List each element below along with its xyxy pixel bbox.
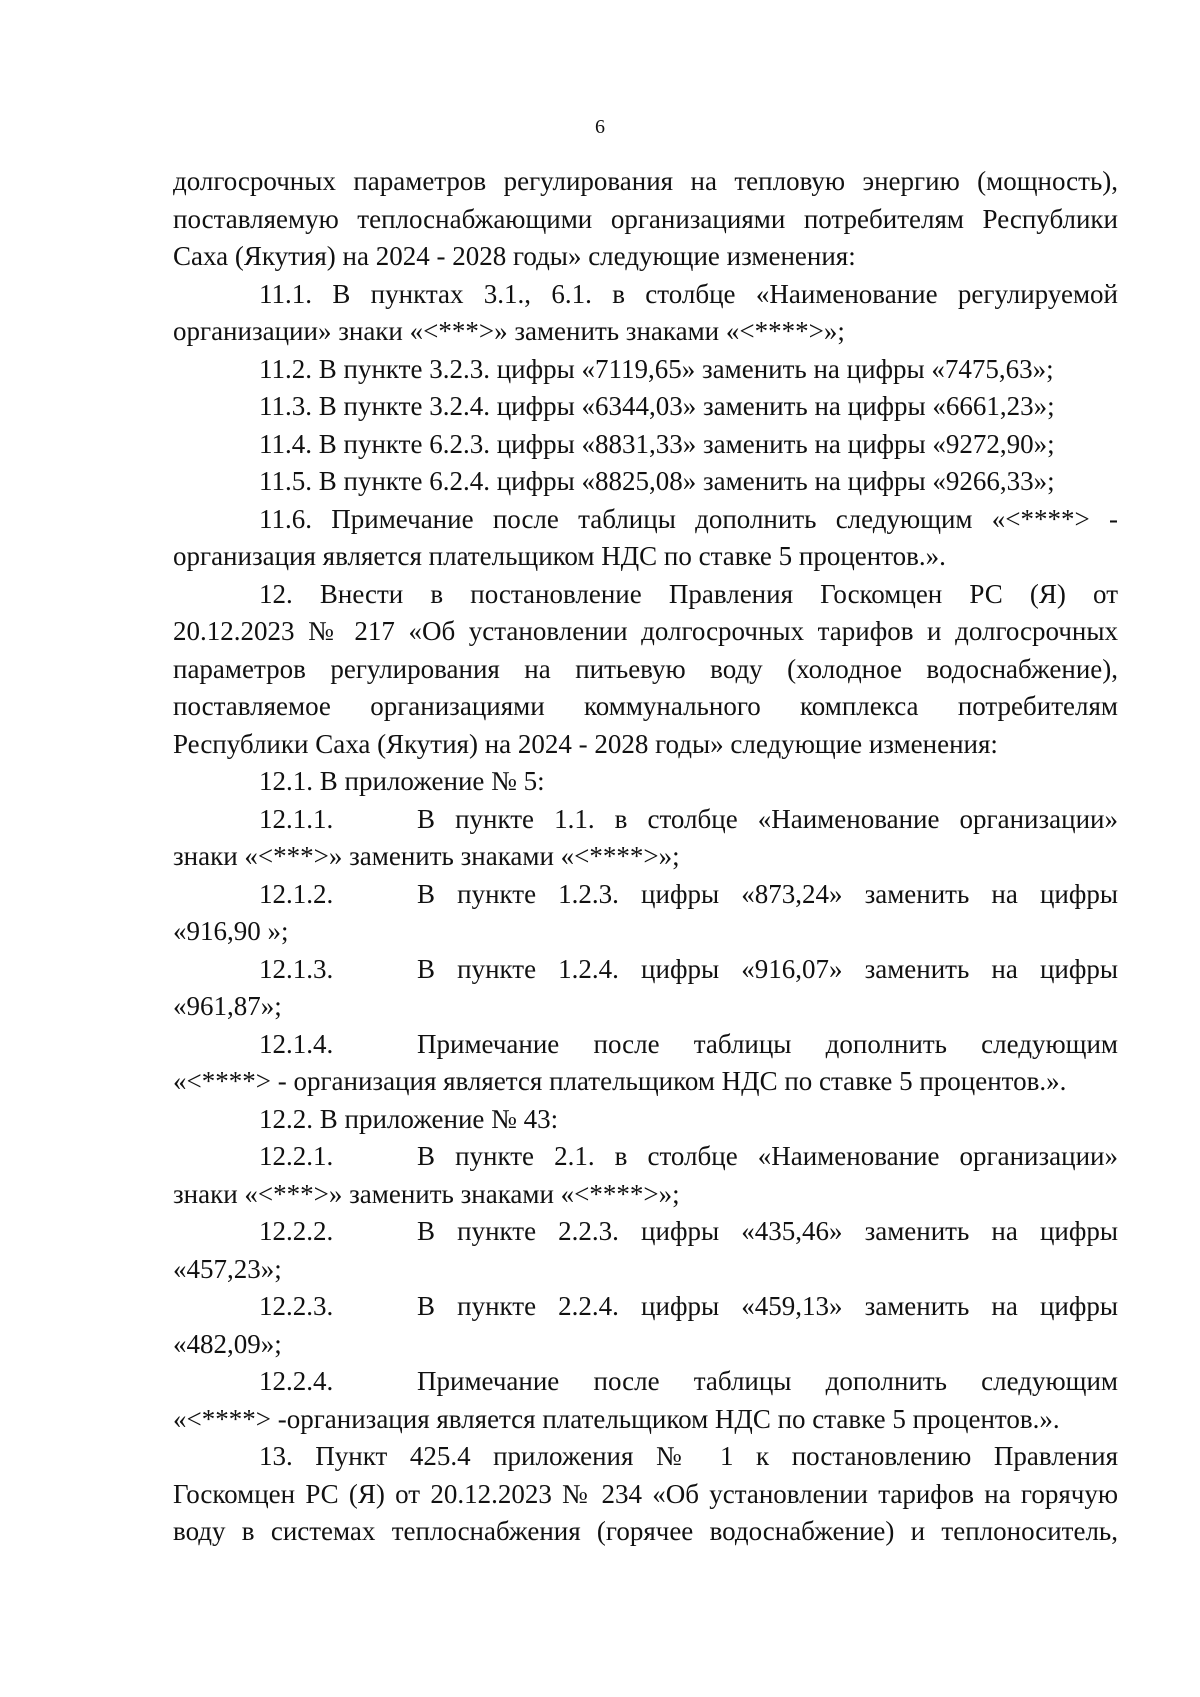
text-line: «457,23»; [173,1253,282,1284]
text-line: 11.6. Примечание после таблицы дополнить следующим «<****> - [259,503,1118,534]
text-line: Саха (Якутия) на 2024 - 2028 годы» следующие изменения: [173,241,856,271]
text-line: знаки «<***>» заменить знаками «<****>»; [173,841,680,871]
paragraph-12-2-1 [173,1138,1118,1213]
paragraph-11-3: 11.3. В пункте 3.2.4. цифры «6344,03» заменить на цифры «6661,23»; [259,391,1055,421]
paragraph-11-2: 11.2. В пункте 3.2.3. цифры «7119,65» заменить на цифры «7475,63»; [259,353,1054,384]
page-number: 6 [595,116,605,138]
item-number: 12.1.2. [259,878,334,909]
text-line: Примечание после таблицы дополнить следующим [417,1028,1118,1059]
document-body [173,163,1118,1551]
paragraph-12-1-1 [173,801,1118,876]
item-number: 12.1.1. [259,803,334,834]
text-line: знаки «<***>» заменить знаками «<****>»; [173,1178,680,1209]
text-line: В пункте 2.2.3. цифры «435,46» заменить на цифры [417,1216,1118,1246]
text-line: «961,87»; [173,991,282,1021]
text-line: поставляемую теплоснабжающими организациями потребителям Республики [173,203,1118,234]
text-line: В пункте 1.2.4. цифры «916,07» заменить на цифры [417,953,1118,984]
paragraph-12-1: 12.1. В приложение № 5: [259,766,545,796]
paragraph-11-4: 11.4. В пункте 6.2.3. цифры «8831,33» заменить на цифры «9272,90»; [259,428,1055,459]
text-line: В пункте 1.2.3. цифры «873,24» заменить на цифры [417,878,1118,909]
text-line: «<****> - организация является плательщиком НДС по ставке 5 процентов.». [173,1066,1067,1096]
text-line: Госкомцен РС (Я) от 20.12.2023 № 234 «Об установлении тарифов на горячую [173,1478,1118,1509]
paragraph-12-2-2 [173,1213,1118,1288]
text-line: Примечание после таблицы дополнить следующим [417,1366,1118,1396]
item-number: 12.1.3. [259,953,334,984]
text-line: 20.12.2023 № 217 «Об установлении долгосрочных тарифов и долгосрочных [173,616,1118,646]
text-line: Республики Саха (Якутия) на 2024 - 2028 годы» следующие изменения: [173,728,998,759]
paragraph-12-1-4 [173,1026,1118,1101]
text-line: воду в системах теплоснабжения (горячее водоснабжение) и теплоноситель, [173,1516,1118,1546]
item-number: 12.2.4. [259,1366,334,1396]
text-line: долгосрочных параметров регулирования на тепловую энергию (мощность), [173,166,1118,196]
text-line: В пункте 2.1. в столбце «Наименование организации» [417,1141,1118,1171]
text-line: «482,09»; [173,1328,282,1359]
paragraph-11-1 [173,276,1118,351]
paragraph-intro [173,163,1118,276]
text-line: организация является плательщиком НДС по ставке 5 процентов.». [173,541,946,571]
text-line: параметров регулирования на питьевую воду (холодное водоснабжение), [173,653,1118,684]
paragraph-12-2-4 [173,1363,1118,1438]
item-number: 12.2.3. [259,1291,334,1321]
text-line: «<****> -организация является плательщиком НДС по ставке 5 процентов.». [173,1403,1060,1434]
text-line: поставляемое организациями коммунального комплекса потребителям [173,691,1118,721]
text-line: организации» знаки «<***>» заменить знаками «<****>»; [173,316,845,346]
text-line: «916,90 »; [173,916,289,946]
paragraph-12-2: 12.2. В приложение № 43: [259,1103,559,1134]
item-number: 12.2.2. [259,1216,334,1246]
text-line: 11.1. В пунктах 3.1., 6.1. в столбце «Наименование регулируемой [259,278,1118,309]
paragraph-12-2-3 [173,1288,1118,1363]
text-line: В пункте 1.1. в столбце «Наименование организации» [417,803,1118,834]
paragraph-11-6 [173,501,1118,576]
item-number: 12.1.4. [259,1028,334,1059]
paragraph-12-1-2 [173,876,1118,951]
item-number: 12.2.1. [259,1141,334,1171]
text-line: В пункте 2.2.4. цифры «459,13» заменить на цифры [417,1291,1118,1321]
text-line: 12. Внести в постановление Правления Госкомцен РС (Я) от [259,578,1118,609]
paragraph-13 [173,1438,1118,1551]
paragraph-11-5: 11.5. В пункте 6.2.4. цифры «8825,08» заменить на цифры «9266,33»; [259,466,1055,496]
paragraph-12 [173,576,1118,764]
text-line: 13. Пункт 425.4 приложения № 1 к постановлению Правления [259,1441,1118,1471]
paragraph-12-1-3 [173,951,1118,1026]
